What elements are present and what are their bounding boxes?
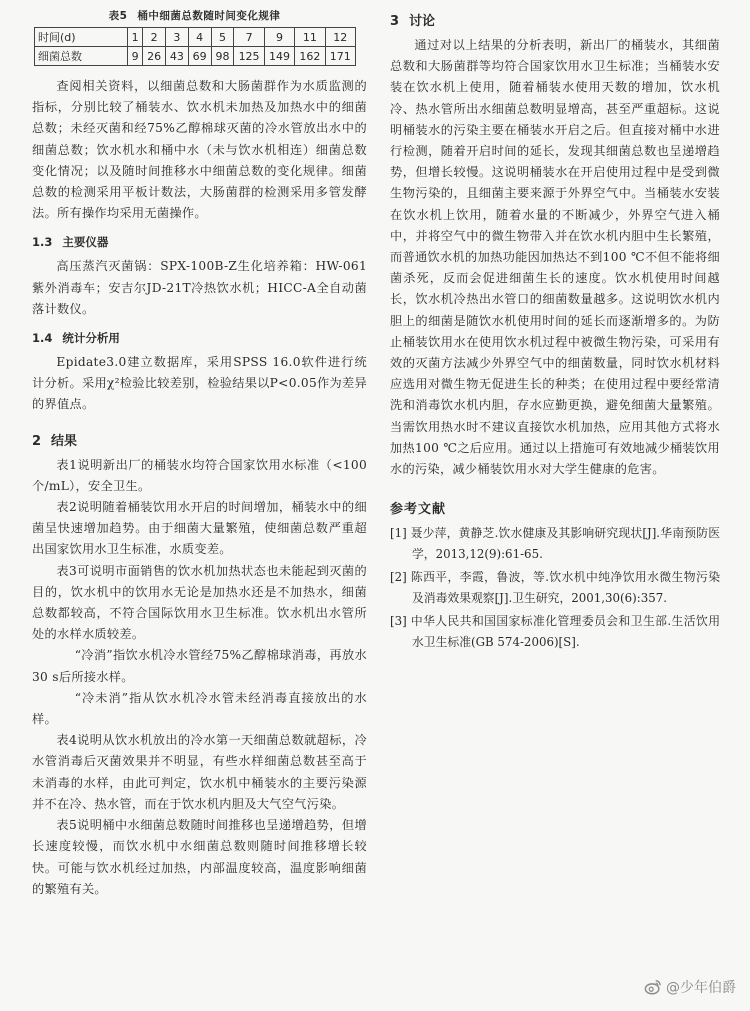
table-cell: 1	[128, 28, 143, 47]
section-2-heading	[32, 430, 367, 449]
table5-label: 表5	[108, 10, 128, 22]
watermark	[644, 977, 736, 997]
table-cell: 7	[234, 28, 264, 47]
reference-item: [2] 陈西平，李霞，鲁波，等.饮水机中纯净饮用水微生物污染及消毒效果观察[J].卫生研究，2001,30(6):357.	[390, 570, 720, 606]
table-cell: 2	[143, 28, 166, 47]
table-cell: 3	[165, 28, 188, 47]
results-paragraph-5: 表5说明桶中水细菌总数随时间推移也呈递增趋势，但增长速度较慢，而饮水机中水细菌总数则随时间推移增长较快。可能与饮水机经过加热，内部温度较高，温度影响细菌的繁殖有关。	[32, 818, 367, 896]
table-cell: 43	[165, 47, 188, 66]
table-cell: 125	[234, 47, 264, 66]
section-number: 2	[32, 433, 42, 449]
table-cell: 162	[295, 47, 325, 66]
section-title: 讨论	[409, 14, 436, 29]
table-cell: 5	[211, 28, 234, 47]
results-paragraph-2: 表2说明随着桶装饮用水开启的时间增加，桶装水中的细菌呈快速增加趋势。由于细菌大量繁殖，使细菌总数严重超出国家饮用水卫生标准，水质变差。	[32, 500, 367, 557]
table-cell: 细菌总数	[35, 47, 128, 66]
definition-cold-undisinfected: “冷未消”指从饮水机冷水管未经消毒直接放出的水样。	[32, 690, 367, 727]
section-number: 3	[390, 14, 400, 29]
references-heading: 参考文献	[390, 502, 447, 518]
methods-paragraph: 查阅相关资料，以细菌总数和大肠菌群作为水质监测的指标，分别比较了桶装水、饮水机未加热及加热水中的细菌总数；未经灭菌和经75%乙醇棉球灭菌的冷水管放出水中的细菌总数；饮水机水和桶中水（未与饮水机相连）细菌总数变化情况；以及随时间推移水中细菌总数的变化规律。细菌总数的检测采用平板计数法，大肠菌群的检测采用多管发酵法。所有操作均采用无菌操作。	[32, 79, 367, 221]
right-column	[390, 8, 720, 655]
reference-item: [3] 中华人民共和国国家标准化管理委员会和卫生部.生活饮用水卫生标准(GB 574-2006)[S].	[390, 614, 720, 650]
section-title: 主要仪器	[62, 235, 109, 250]
section-1-3-heading	[32, 234, 367, 250]
watermark-text: @少年伯爵	[666, 980, 736, 996]
weibo-icon	[644, 978, 662, 996]
table-cell: 69	[188, 47, 211, 66]
table5	[34, 27, 356, 66]
table-cell: 4	[188, 28, 211, 47]
table-row	[35, 28, 356, 47]
results-paragraph-1: 表1说明新出厂的桶装水均符合国家饮用水标准（<100个/mL），安全卫生。	[32, 457, 367, 493]
table-cell: 12	[325, 28, 355, 47]
section-1-4-heading	[32, 330, 367, 346]
table5-caption	[32, 8, 367, 23]
table-cell: 98	[211, 47, 234, 66]
table-cell: 149	[264, 47, 294, 66]
discussion-paragraph: 通过对以上结果的分析表明，新出厂的桶装水，其细菌总数和大肠菌群等均符合国家饮用水卫生标准；当桶装水安装在饮水机上使用，随着桶装水使用天数的增加，饮水机冷、热水管所出水细菌总数明显增高，甚至严重超标。这说明桶装水的污染主要在桶装水开启之后。但直接对桶中水进行检测，随着开启时间的延长，发现其细菌总数也呈递增趋势，但增长较慢。这说明桶装水在开启使用过程中是受到微生物污染的，且细菌主要来源于外界空气中。当桶装水安装在饮水机上饮用，随着水量的不断减少，外界空气进入桶中，并将空气中的微生物带入并在饮水机内胆中生长繁殖，而普通饮水机的加热功能因加热达不到100 ℃不但不能将细菌杀死，反而会促进细菌生长的速度。饮水机使用时间越长，饮水机冷热出水管口的细菌数量越多。这说明饮水机内胆上的细菌是随饮水机使用时间的延长而逐渐增多的。为防止桶装饮用水在使用饮水机过程中被微生物污染，可采用有效的灭菌方法减少外界空气中的细菌数量，同时饮水机材料应选用对微生物无促进生长的种类；在使用过程中要经常清洗和消毒饮水机内胆，存水应勤更换，避免细菌大量繁殖。当需饮用热水时不建议直接饮水机加热，应用其他方式将水加热100 ℃之后应用。通过以上措施可有效地减少桶装饮用水的污染，减少桶装饮用水对大学生健康的危害。	[390, 38, 720, 477]
definition-cold-disinfected: “冷消”指饮水机冷水管经75%乙醇棉球消毒，再放水30 s后所接水样。	[32, 648, 367, 684]
section-number: 1.3	[32, 235, 53, 250]
results-paragraph-4: 表4说明从饮水机放出的冷水第一天细菌总数就超标，冷水管消毒后灭菌效果并不明显，有些水样细菌总数甚至高于未消毒的水样，由此可判定，饮水机中桶装水的主要污染源并不在冷、热水管，而在于饮水机内胆及大气空气污染。	[32, 733, 367, 811]
table-cell: 9	[264, 28, 294, 47]
table-cell: 时间(d)	[35, 28, 128, 47]
instruments-paragraph: 高压蒸汽灭菌锅：SPX-100B-Z生化培养箱：HW-061紫外消毒车；安吉尔JD-21T冷热饮水机；HICC-A全自动菌落计数仪。	[32, 259, 367, 316]
section-title: 统计分析用	[62, 331, 120, 346]
table-cell: 9	[128, 47, 143, 66]
table-row	[35, 47, 356, 66]
statistics-paragraph: Epidate3.0建立数据库，采用SPSS 16.0软件进行统计分析。采用χ²检验比较差别，检验结果以P<0.05作为差异的界值点。	[32, 355, 367, 412]
table-cell: 26	[143, 47, 166, 66]
section-number: 1.4	[32, 331, 53, 346]
table-cell: 171	[325, 47, 355, 66]
section-title: 结果	[51, 433, 78, 449]
reference-item: [1] 聂少萍，黄静芝.饮水健康及其影响研究现状[J].华南预防医学，2013,12(9):61-65.	[390, 526, 720, 562]
table-cell: 11	[295, 28, 325, 47]
left-column	[32, 8, 367, 900]
results-paragraph-3: 表3可说明市面销售的饮水机加热状态也未能起到灭菌的目的，饮水机中的饮用水无论是加热水还是不加热水，细菌总数都较高，不符合国际饮用水卫生标准。饮水机出水管所处的水样水质较差。	[32, 563, 367, 642]
reference-list	[390, 523, 720, 653]
section-3-heading	[390, 10, 720, 29]
table5-title: 桶中细菌总数随时间变化规律	[137, 10, 281, 22]
